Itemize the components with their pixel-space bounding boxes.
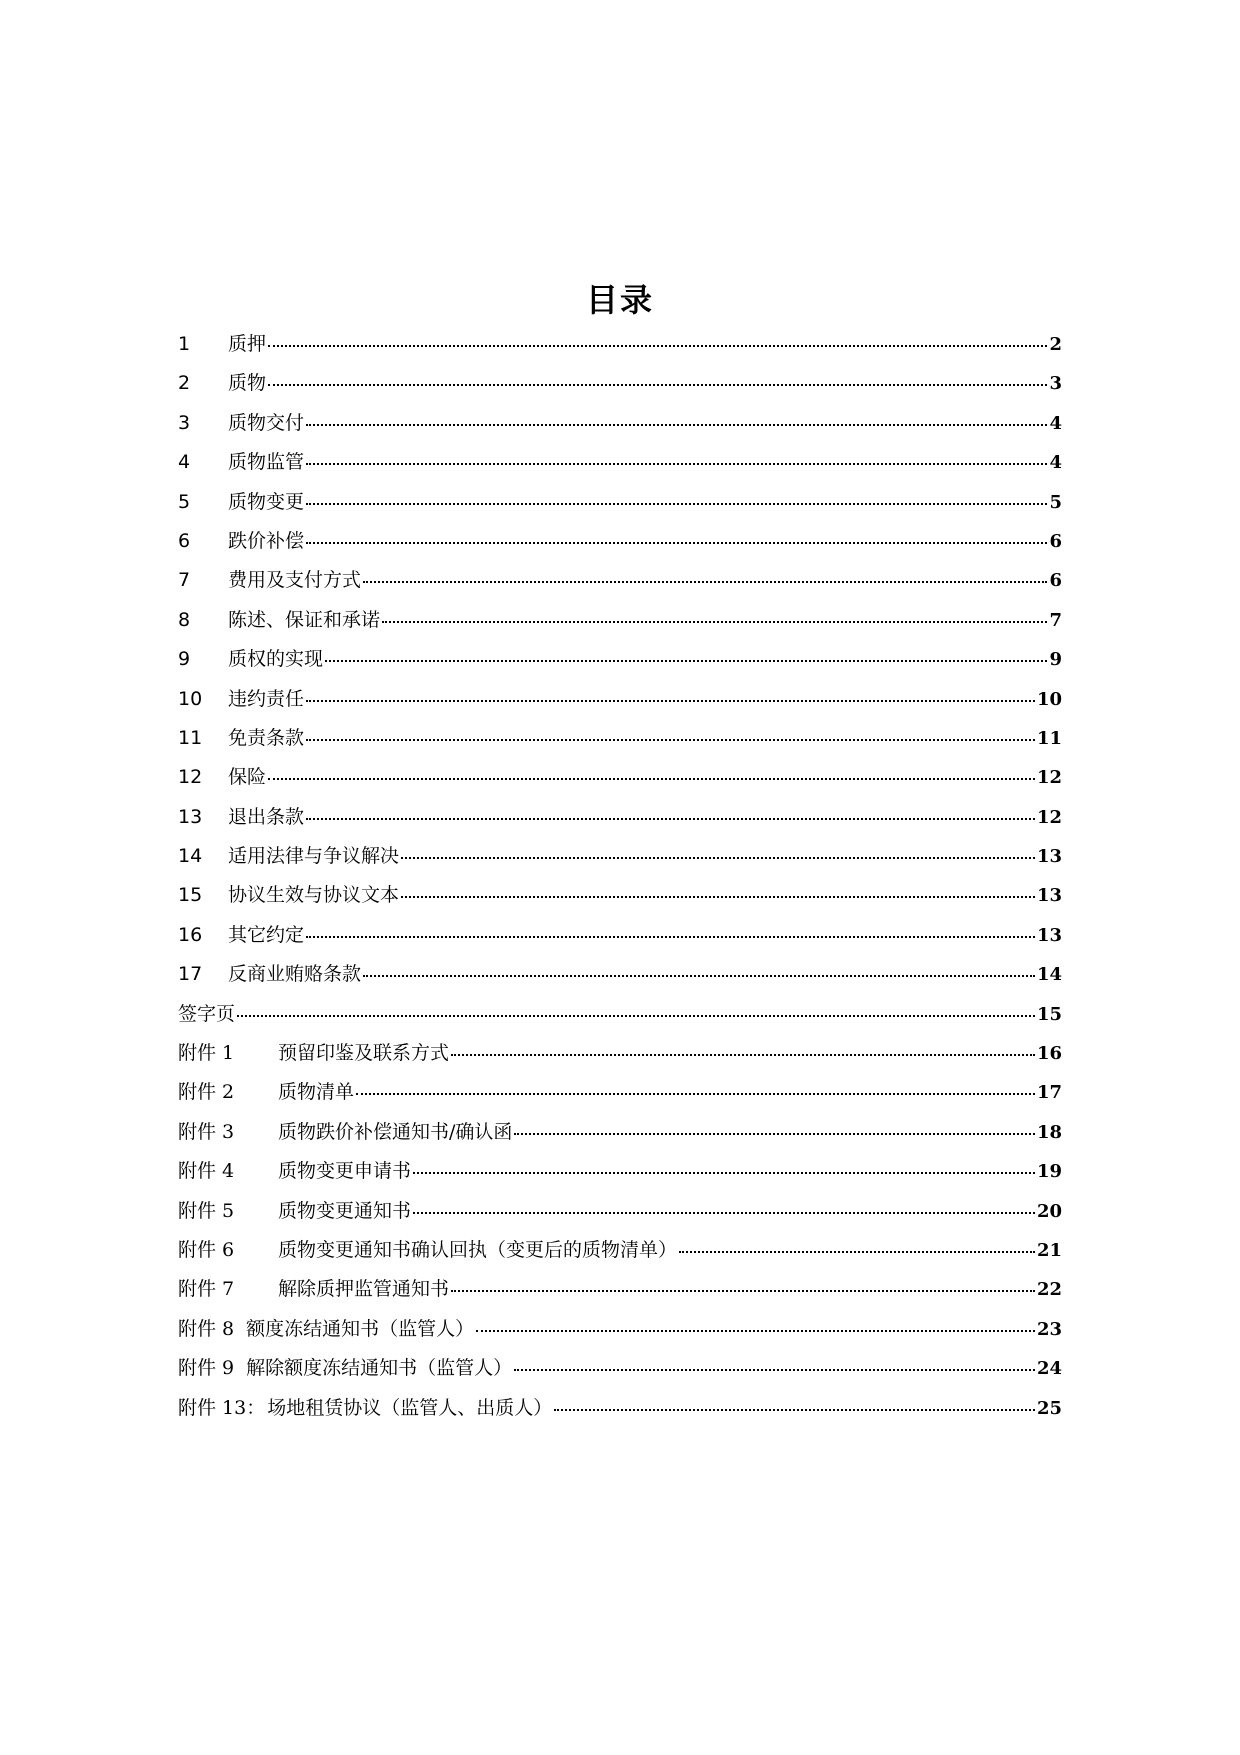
toc-entry-number: 8 (178, 608, 191, 631)
toc-entry-title: 签字页 (178, 1002, 236, 1025)
dot-leader (306, 423, 1047, 426)
dot-leader (325, 659, 1047, 662)
toc-entry-title: 质权的实现 (228, 648, 324, 671)
toc-entry[interactable] (178, 561, 1062, 600)
toc-entry-title: 质物变更申请书 (278, 1160, 412, 1183)
toc-attachment-entry[interactable] (178, 1270, 1062, 1309)
toc-attachment-entry[interactable] (178, 1310, 1062, 1349)
toc-entry-page: 3 (1049, 373, 1062, 395)
table-of-contents (178, 325, 1062, 1428)
toc-entry-title: 协议生效与协议文本 (228, 884, 400, 907)
toc-entry-title: 退出条款 (228, 805, 305, 828)
toc-entry-page: 20 (1036, 1200, 1062, 1222)
toc-entry-page: 11 (1036, 727, 1062, 749)
toc-entry[interactable] (178, 680, 1062, 719)
dot-leader (306, 738, 1035, 741)
toc-entry-page: 12 (1036, 806, 1062, 828)
toc-entry-title: 质物变更通知书 (278, 1199, 412, 1222)
toc-entry-signature-page[interactable] (178, 995, 1062, 1034)
toc-entry-number: 13 (178, 805, 203, 828)
toc-entry-number: 15 (178, 884, 203, 907)
toc-entry-title: 违约责任 (228, 687, 305, 710)
dot-leader (451, 1289, 1035, 1292)
attachment-prefix: 附件 4 (178, 1160, 235, 1183)
attachment-prefix: 附件 13： (178, 1396, 266, 1419)
toc-entry[interactable] (178, 955, 1062, 994)
toc-attachment-entry[interactable] (178, 1389, 1062, 1428)
toc-entry-page: 7 (1049, 609, 1062, 631)
attachment-prefix: 附件 1 (178, 1042, 235, 1065)
toc-entry-title: 适用法律与争议解决 (228, 845, 400, 868)
toc-entry-title: 免责条款 (228, 726, 305, 749)
toc-entry-title: 预留印鉴及联系方式 (278, 1042, 450, 1065)
toc-entry[interactable] (178, 758, 1062, 797)
toc-entry-page: 18 (1036, 1121, 1062, 1143)
attachment-prefix: 附件 9 (178, 1357, 235, 1380)
attachment-prefix: 附件 3 (178, 1120, 235, 1143)
toc-entry-number: 17 (178, 963, 203, 986)
dot-leader (268, 344, 1047, 347)
dot-leader (356, 1092, 1035, 1095)
toc-attachment-entry[interactable] (178, 1034, 1062, 1073)
dot-leader (237, 1014, 1035, 1017)
toc-entry-page: 24 (1036, 1358, 1062, 1380)
toc-entry-number: 7 (178, 569, 191, 592)
toc-entry-title: 解除质押监管通知书 (278, 1278, 450, 1301)
toc-entry-title: 解除额度冻结通知书（监管人） (246, 1357, 513, 1380)
toc-entry-number: 12 (178, 766, 203, 789)
toc-entry-number: 2 (178, 372, 191, 395)
toc-attachment-entry[interactable] (178, 1349, 1062, 1388)
toc-entry-title: 跌价补偿 (228, 529, 305, 552)
toc-entry-number: 3 (178, 411, 191, 434)
toc-entry-page: 13 (1036, 924, 1062, 946)
toc-entry[interactable] (178, 522, 1062, 561)
toc-entry[interactable] (178, 364, 1062, 403)
toc-entry-title: 陈述、保证和承诺 (228, 608, 381, 631)
dot-leader (451, 1053, 1035, 1056)
toc-entry-page: 25 (1036, 1397, 1062, 1419)
toc-attachment-entry[interactable] (178, 1152, 1062, 1191)
dot-leader (363, 974, 1035, 977)
toc-entry-page: 19 (1036, 1161, 1062, 1183)
attachment-prefix: 附件 8 (178, 1317, 235, 1340)
toc-entry-page: 22 (1036, 1279, 1062, 1301)
toc-entry-page: 2 (1049, 334, 1062, 355)
toc-entry[interactable] (178, 483, 1062, 522)
toc-entry-number: 9 (178, 648, 191, 671)
dot-leader (306, 935, 1035, 938)
toc-entry[interactable] (178, 443, 1062, 482)
toc-entry-title: 质物跌价补偿通知书/确认函 (278, 1120, 513, 1143)
toc-entry-number: 5 (178, 490, 191, 513)
dot-leader (413, 1211, 1035, 1214)
dot-leader (401, 856, 1035, 859)
toc-entry-page: 6 (1049, 530, 1062, 552)
dot-leader (306, 541, 1047, 544)
toc-entry-page: 21 (1036, 1239, 1062, 1261)
dot-leader (306, 817, 1035, 820)
attachment-prefix: 附件 7 (178, 1278, 235, 1301)
toc-entry[interactable] (178, 601, 1062, 640)
toc-entry-page: 14 (1036, 964, 1062, 986)
toc-attachment-entry[interactable] (178, 1113, 1062, 1152)
toc-entry-page: 12 (1036, 767, 1062, 789)
dot-leader (363, 580, 1047, 583)
toc-entry-page: 4 (1049, 452, 1062, 474)
toc-entry-page: 16 (1036, 1043, 1062, 1065)
toc-entry-title: 质物变更通知书确认回执（变更后的质物清单） (278, 1238, 678, 1261)
toc-entry-title: 质物变更 (228, 490, 305, 513)
dot-leader (268, 383, 1047, 386)
toc-attachment-entry[interactable] (178, 1192, 1062, 1231)
toc-entry-title: 额度冻结通知书（监管人） (246, 1317, 475, 1340)
toc-entry[interactable] (178, 719, 1062, 758)
toc-entry-number: 4 (178, 451, 191, 474)
dot-leader (268, 777, 1035, 780)
toc-entry-page: 15 (1036, 1003, 1062, 1025)
toc-entry[interactable] (178, 798, 1062, 837)
toc-entry-title: 质物监管 (228, 451, 305, 474)
dot-leader (401, 895, 1035, 898)
dot-leader (413, 1171, 1035, 1174)
toc-entry-page: 4 (1049, 412, 1062, 434)
dot-leader (306, 699, 1035, 702)
toc-entry-title: 保险 (228, 766, 267, 789)
toc-attachment-entry[interactable] (178, 1073, 1062, 1112)
toc-entry-title: 场地租赁协议（监管人、出质人） (267, 1396, 553, 1419)
toc-entry-number: 11 (178, 726, 203, 749)
toc-entry-number: 6 (178, 529, 191, 552)
page-title: 目录 (585, 281, 654, 319)
toc-entry-title: 质物清单 (278, 1081, 355, 1104)
dot-leader (554, 1408, 1035, 1411)
toc-entry[interactable] (178, 404, 1062, 443)
toc-entry-number: 16 (178, 923, 203, 946)
toc-entry[interactable] (178, 640, 1062, 679)
attachment-prefix: 附件 6 (178, 1238, 235, 1261)
toc-entry-page: 6 (1049, 570, 1062, 592)
toc-entry-title: 质物 (228, 372, 267, 395)
toc-entry-page: 5 (1049, 491, 1062, 513)
toc-entry-page: 23 (1036, 1318, 1062, 1340)
dot-leader (514, 1132, 1035, 1135)
toc-entry-page: 10 (1036, 688, 1062, 710)
toc-entry-page: 17 (1036, 1082, 1062, 1104)
toc-entry-page: 13 (1036, 846, 1062, 868)
dot-leader (679, 1250, 1035, 1253)
toc-entry-title: 质物交付 (228, 411, 305, 434)
attachment-prefix: 附件 5 (178, 1199, 235, 1222)
toc-entry-number: 14 (178, 845, 203, 868)
dot-leader (382, 620, 1047, 623)
toc-entry[interactable] (178, 876, 1062, 915)
dot-leader (306, 462, 1047, 465)
toc-entry[interactable] (178, 325, 1062, 364)
toc-entry-page: 9 (1049, 649, 1062, 671)
toc-attachment-entry[interactable] (178, 1231, 1062, 1270)
dot-leader (476, 1329, 1035, 1332)
dot-leader (514, 1368, 1035, 1371)
toc-entry-number: 10 (178, 687, 203, 710)
attachment-prefix: 附件 2 (178, 1081, 235, 1104)
toc-entry[interactable] (178, 916, 1062, 955)
toc-entry-title: 费用及支付方式 (228, 569, 362, 592)
toc-entry-page: 13 (1036, 885, 1062, 907)
toc-entry-title: 反商业贿赂条款 (228, 963, 362, 986)
toc-entry-title: 质押 (228, 333, 267, 355)
toc-entry-number: 1 (178, 333, 191, 355)
toc-entry[interactable] (178, 837, 1062, 876)
dot-leader (306, 502, 1047, 505)
toc-entry-title: 其它约定 (228, 923, 305, 946)
